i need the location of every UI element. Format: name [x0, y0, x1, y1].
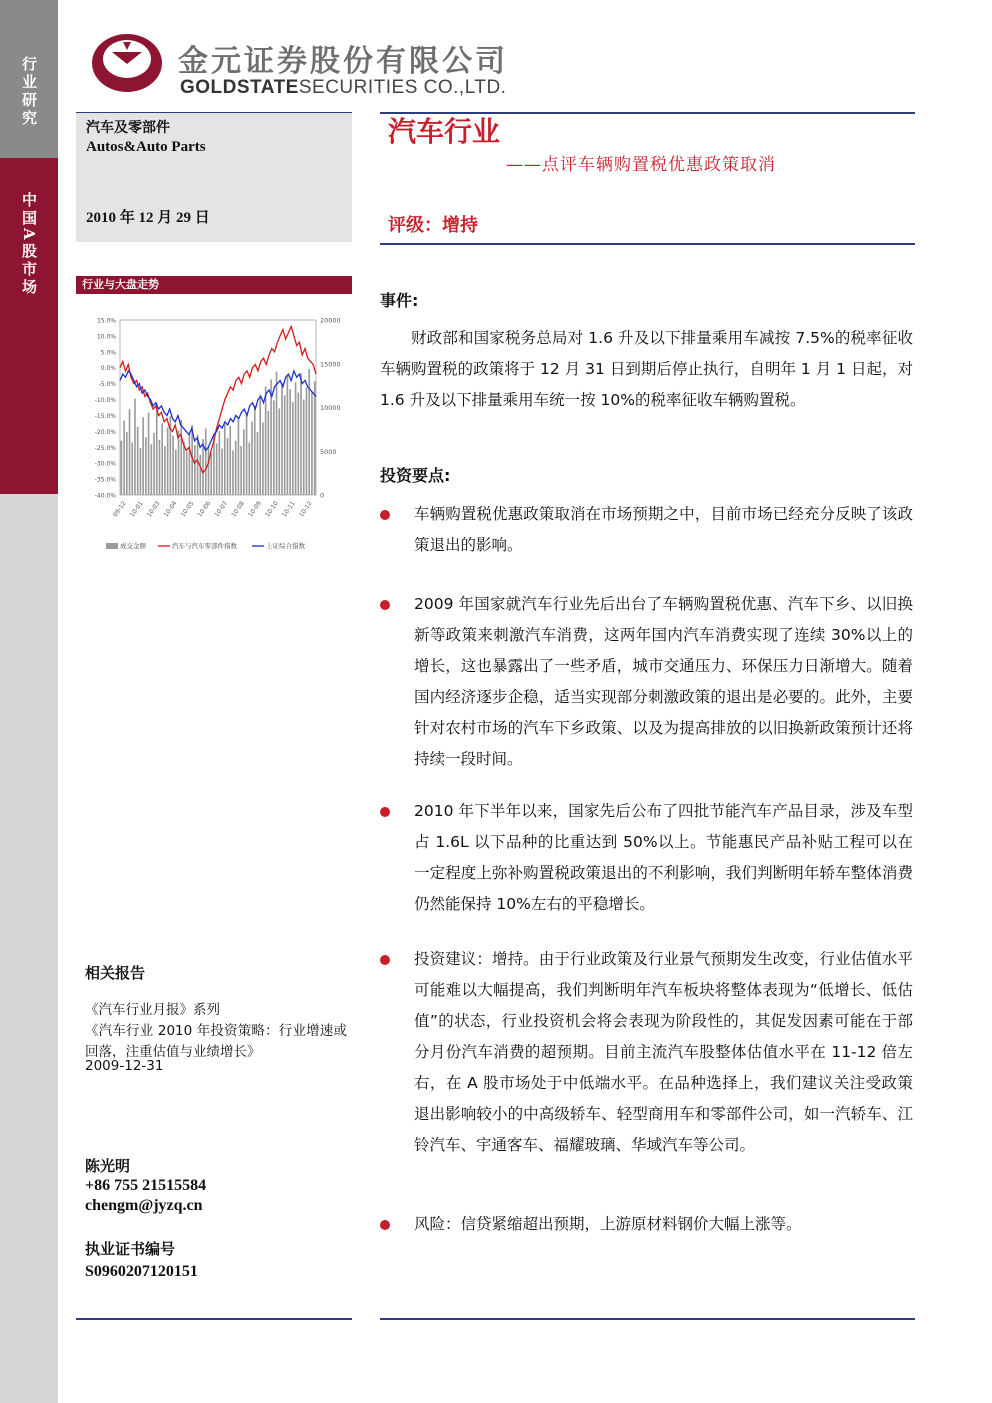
left-axis-tick-label: -20.0% [94, 428, 116, 436]
related-heading: 相关报告 [85, 964, 146, 982]
industry-cn: 汽车及零部件 [86, 120, 170, 136]
volume-bar [159, 440, 161, 495]
volume-bar [186, 452, 188, 495]
cert-number: S0960207120151 [85, 1263, 198, 1280]
volume-bar [189, 434, 191, 495]
related-date: 2009-12-31 [85, 1058, 164, 1074]
volume-bar [150, 444, 152, 495]
volume-bar [235, 441, 237, 495]
bullet-icon [380, 955, 390, 965]
volume-bar [153, 433, 155, 495]
volume-bar [137, 427, 139, 495]
volume-bar [178, 430, 180, 495]
right-axis-tick-label: 20000 [320, 316, 341, 325]
volume-bar [164, 446, 166, 495]
volume-bar [251, 422, 253, 496]
volume-bar [246, 415, 248, 496]
volume-bar [121, 441, 123, 495]
x-axis-tick-label: 10-06 [196, 500, 213, 519]
volume-bar [197, 435, 199, 495]
x-axis-tick-label: 10-05 [179, 500, 196, 519]
related-text: 《汽车行业月报》系列 《汽车行业 2010 年投资策略：行业增速或回落，注重估值与业绩增长》 [85, 1002, 347, 1060]
volume-bar [210, 453, 212, 495]
legend-label: 汽车与汽车零部件指数 [172, 542, 237, 550]
volume-bar [306, 387, 308, 495]
chart-title: 行业与大盘走势 [76, 276, 352, 294]
volume-bar [145, 437, 147, 495]
bullet-icon [380, 600, 390, 610]
x-axis-tick-label: 10-01 [128, 500, 145, 519]
left-axis-tick-label: -10.0% [94, 397, 116, 405]
right-axis-tick-label: 5000 [320, 447, 337, 456]
left-axis-tick-label: -35.0% [94, 476, 116, 484]
volume-bar [276, 372, 278, 495]
report-date: 2010 年 12 月 29 日 [86, 210, 210, 226]
side-label-market: 中国A股市场 [20, 192, 38, 297]
company-logo-icon [90, 32, 164, 94]
x-axis-tick-label: 10-03 [145, 500, 162, 519]
volume-bar [232, 450, 234, 495]
point-4: 投资建议：增持。由于行业政策及行业景气预期发生改变，行业估值水平可能难以大幅提高，我们判断明年汽车板块将整体表现为“低增长、低估值”的状态，行业投资机会将会表现为阶段性的，其促发因素可能在于部分月份汽车消费的超预期。目前主流汽车股整体估值水平在 11-12 倍左右，在 A 股市场处于中低端水平。在品种选择上，我们建议关注受政策退出影响较小的中高级轿车、轻型商用车和零部件公司，如一汽轿车、江铃汽车、宇通客车、福耀玻璃、华域汽车等公司。 [414, 950, 913, 1154]
x-axis-tick-label: 09-12 [111, 500, 128, 519]
volume-bar [156, 404, 158, 495]
volume-bar [175, 450, 177, 496]
legend-swatch [106, 543, 118, 549]
event-paragraph: 财政部和国家税务总局对 1.6 升及以下排量乘用车减按 7.5%的税率征收车辆购置税的政策将于 12 月 31 日到期后停止执行，自明年 1 月 1 日起，对 1.6 升及以下排量乘用车统一按 10%的税率征收车辆购置税。 [380, 329, 913, 409]
volume-bar [134, 399, 136, 495]
left-axis-tick-label: -15.0% [94, 412, 116, 420]
volume-bar [161, 423, 163, 495]
report-subtitle: ——点评车辆购置税优惠政策取消 [506, 155, 776, 175]
industry-en: Autos&Auto Parts [86, 139, 206, 155]
company-name-en [180, 77, 506, 99]
bullet-icon [380, 807, 390, 817]
side-band-top [0, 0, 58, 158]
volume-bar [131, 443, 133, 496]
volume-bar [213, 436, 215, 495]
volume-bar [194, 445, 196, 495]
volume-bar [243, 429, 245, 495]
point-2: 2009 年国家就汽车行业先后出台了车辆购置税优惠、汽车下乡、以旧换新等政策来刺激汽车消费，这两年国内汽车消费实现了连续 30%以上的增长，这也暴露出了一些矛盾，城市交通压力、环保压力日渐增大。随着国内经济逐步企稳，适当实现部分刺激政策的退出是必要的。此外，主要针对农村市场的汽车下乡政策、以及为提高排放的以旧换新政策预计还将持续一段时间。 [414, 595, 913, 768]
point-1: 车辆购置税优惠政策取消在市场预期之中，目前市场已经充分反映了该政策退出的影响。 [414, 505, 913, 554]
volume-bar [148, 413, 150, 495]
x-axis-tick-label: 10-12 [297, 500, 314, 519]
volume-bar [219, 431, 221, 495]
x-axis-tick-label: 10-08 [230, 500, 247, 519]
point-3: 2010 年下半年以来，国家先后公布了四批节能汽车产品目录，涉及车型占 1.6L 以下品种的比重达到 50%以上。节能惠民产品补贴工程可以在一定程度上弥补购置税政策退出的不利影响，我们判断明年轿车整体消费仍然能保持 10%左右的平稳增长。 [414, 802, 913, 913]
chart-svg [76, 300, 352, 560]
volume-bar [180, 420, 182, 495]
side-label-research: 行业研究 [20, 56, 38, 128]
volume-bar [221, 449, 223, 495]
volume-bar [278, 408, 280, 495]
x-axis-tick-label: 10-07 [213, 500, 230, 519]
volume-bar [126, 432, 128, 495]
left-axis-tick-label: -25.0% [94, 444, 116, 452]
volume-bar [287, 376, 289, 495]
volume-bar [265, 387, 267, 496]
volume-bar [216, 443, 218, 495]
volume-bar [297, 393, 299, 495]
volume-bar [303, 400, 305, 495]
volume-bar [248, 443, 250, 496]
volume-bar [254, 406, 256, 495]
volume-bar [311, 392, 313, 495]
volume-bar [140, 448, 142, 495]
company-name-en-rest: SECURITIES CO.,LTD. [298, 77, 507, 98]
volume-bar [183, 442, 185, 495]
bullet-icon [380, 510, 390, 520]
analyst-email: chengm@jyzq.cn [85, 1197, 203, 1214]
right-axis-tick-label: 0 [320, 491, 325, 500]
bottom-rule-right [380, 1318, 915, 1320]
volume-bar [172, 436, 174, 496]
volume-bar [262, 422, 264, 495]
analyst-name: 陈光明 [85, 1157, 131, 1175]
volume-bar [259, 394, 261, 495]
volume-bar [281, 383, 283, 495]
volume-bar [295, 382, 297, 495]
volume-bar [224, 424, 226, 495]
chart [76, 300, 352, 560]
volume-bar [292, 402, 294, 495]
left-axis-tick-label: -40.0% [94, 492, 116, 500]
bottom-rule-left [76, 1318, 352, 1320]
right-axis-tick-label: 10000 [320, 404, 341, 412]
volume-bar [199, 455, 201, 495]
bullet-icon [380, 1220, 390, 1230]
volume-bar [129, 409, 131, 495]
x-axis-tick-label: 10-11 [280, 500, 297, 519]
report-title: 汽车行业 [388, 115, 501, 148]
volume-bar [167, 428, 169, 495]
x-axis-tick-label: 10-10 [264, 500, 280, 519]
left-axis-tick-label: 5.0% [100, 349, 116, 357]
legend-label: 上证综合指数 [266, 542, 305, 550]
volume-bar [229, 426, 231, 495]
legend-label: 成交金额 [120, 542, 146, 550]
volume-bar [123, 421, 125, 495]
volume-bar [205, 429, 207, 496]
point-5: 风险：信贷紧缩超出预期，上游原材料钢价大幅上涨等。 [414, 1215, 802, 1233]
company-name-en-bold: GOLDSTATE [180, 77, 299, 98]
volume-bar [208, 447, 210, 495]
volume-bar [240, 446, 242, 495]
points-heading: 投资要点: [380, 466, 451, 485]
volume-bar [314, 381, 316, 495]
cert-label: 执业证书编号 [85, 1240, 176, 1258]
volume-bar [268, 411, 270, 495]
volume-bar [257, 432, 259, 495]
event-heading: 事件: [380, 291, 419, 310]
volume-bar [289, 389, 291, 495]
analyst-phone: +86 755 21515584 [85, 1177, 207, 1194]
volume-bar [142, 417, 144, 495]
left-axis-tick-label: 10.0% [96, 333, 116, 341]
side-band-market [0, 158, 58, 494]
volume-bar [227, 438, 229, 495]
volume-bar [284, 395, 286, 495]
volume-bar [273, 401, 275, 496]
right-axis-tick-label: 15000 [320, 360, 341, 369]
info-box [76, 113, 352, 242]
rating: 评级：增持 [388, 215, 478, 236]
volume-bar [238, 418, 240, 495]
left-axis-tick-label: 0.0% [100, 365, 116, 373]
rating-rule [380, 243, 915, 245]
company-name-cn: 金元证券股份有限公司 [178, 44, 508, 79]
left-axis-tick-label: -30.0% [94, 460, 116, 468]
left-axis-tick-label: 15.0% [96, 317, 116, 325]
volume-bar [300, 373, 302, 495]
x-axis-tick-label: 10-04 [162, 500, 179, 519]
left-axis-tick-label: -5.0% [98, 381, 116, 389]
x-axis-tick-label: 10-09 [247, 500, 263, 519]
